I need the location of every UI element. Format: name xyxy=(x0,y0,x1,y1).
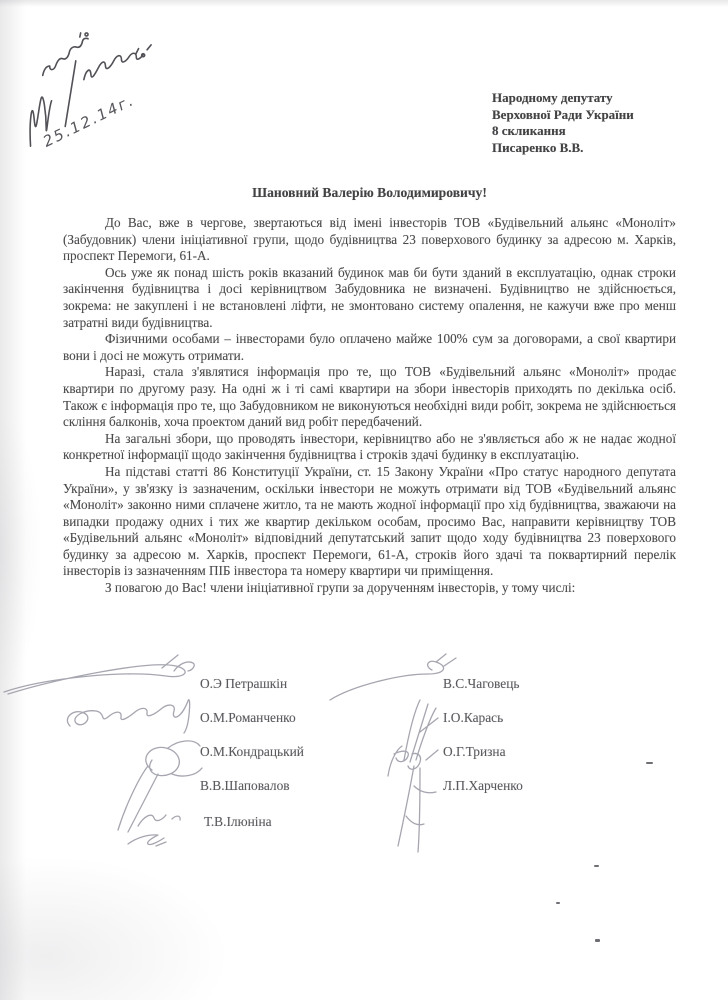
recipient-line: Верховної Ради України xyxy=(492,106,634,122)
signature-scribble xyxy=(67,700,189,733)
scan-speck xyxy=(646,762,653,764)
recipient-block xyxy=(492,90,634,156)
signatory-name: Л.П.Харченко xyxy=(443,778,523,793)
handwritten-note xyxy=(6,6,216,156)
signatory-name: Т.В.Ілюніна xyxy=(204,814,272,829)
scan-blotch-left xyxy=(0,420,40,680)
signature-scribble xyxy=(4,665,185,694)
signature-scribble xyxy=(398,766,436,852)
signatory-name: О.Г.Тризна xyxy=(443,744,506,759)
scan-speck xyxy=(594,865,599,867)
scan-speck xyxy=(556,902,560,904)
handwritten-note-scribble xyxy=(6,6,216,156)
paragraph: На підставі статті 86 Конституції України, ст. 15 Закону України «Про статус народного депутата України», у зв'язку із зазначеним, оскільки інвестори не можуть отримати від ТОВ «Будівельний альянс «Моноліт» законно ними сплачене житло, та не мають жодної інформації про хід будівництва, зважаючи на випадки продажу одних і тих же квартир декільком особам, просимо Вас, направити керівництву ТОВ «Будівельний альянс «Моноліт» відповідний депутатський запит щодо ходу будівництва 23 поверхового будинку за адресою м. Харків, проспект Перемоги, 61-А, строків його здачі та поквартирний перелік інвесторів із зазначенням ПІБ інвестора та номеру квартири чи приміщення. xyxy=(63,463,676,579)
signatory-name: І.О.Карась xyxy=(443,710,504,725)
paragraph: Фізичними особами – інвесторами було оплачено майже 100% сум за договорами, а свої квартири вони і досі не можуть отримати. xyxy=(63,331,676,363)
paragraph: На загальні збори, що проводять інвестори, керівництво або не з'являється або ж не надає жодної конкретної інформації щодо закінчення будівництва і строків здачі будинку в експлуатацію. xyxy=(63,430,676,463)
paragraph: Наразі, стала з'являтися інформація про те, що ТОВ «Будівельний альянс «Моноліт» продає квартири по другому разу. На одні ж і ті самі квартири на збори інвесторів приходять по декілька осіб. Також є інформація про те, що Забудовником не виконуються необхідні види робіт, зокрема не здійснюється скління балконів, хоча проектом даний вид робіт передбачений. xyxy=(63,364,676,430)
signatory-name: В.С.Чаговець xyxy=(443,676,520,691)
signature-scribble xyxy=(330,654,456,700)
signature-scribble xyxy=(162,655,194,671)
recipient-line: Писаренко В.В. xyxy=(492,139,584,155)
salutation: Шановний Валерію Володимировичу! xyxy=(252,185,487,200)
signatory-name: О.Э Петрашкін xyxy=(200,676,288,691)
signature-scribble xyxy=(168,741,202,776)
signatory-name: О.М.Кондрацький xyxy=(200,744,304,759)
recipient-line: Народному депутату xyxy=(492,90,613,105)
letter-body xyxy=(63,185,676,597)
closing-line: З повагою до Вас! члени ініціативної групи за дорученням інвесторів, у тому числі: xyxy=(105,580,576,596)
scan-blotch-bottom-left xyxy=(0,855,230,1000)
signature-scribble xyxy=(404,700,438,762)
paragraph: Ось уже як понад шість років вказаний будинок мав би бути зданий в експлуатацію, однак строки закінчення будівництва і досі керівництвом Забудовника не визначені. Будівництво не здійснюється, зокрема: не закуплені і не встановлені ліфти, не змонтовано систему опалення, не кажучи вже про менш затратні види будівництва. xyxy=(63,264,676,330)
recipient-line: 8 скликання xyxy=(492,123,566,138)
signature-scribble xyxy=(118,766,180,832)
handwritten-date: 25.12.14г. xyxy=(40,90,138,151)
signature-scribble xyxy=(128,835,166,846)
scan-speck xyxy=(595,939,600,942)
signature-scribble xyxy=(146,747,180,775)
signatory-name: О.М.Романченко xyxy=(200,710,296,725)
paragraph: До Вас, вже в чергове, звертаються від імені інвесторів ТОВ «Будівельний альянс «Моноліт» (Забудовник) члени ініціативної групи, щодо будівництва 23 поверхового будинку за адресою м. Харків, проспект Перемоги, 61-А. xyxy=(63,215,676,264)
signatory-name: В.В.Шаповалов xyxy=(200,778,290,793)
